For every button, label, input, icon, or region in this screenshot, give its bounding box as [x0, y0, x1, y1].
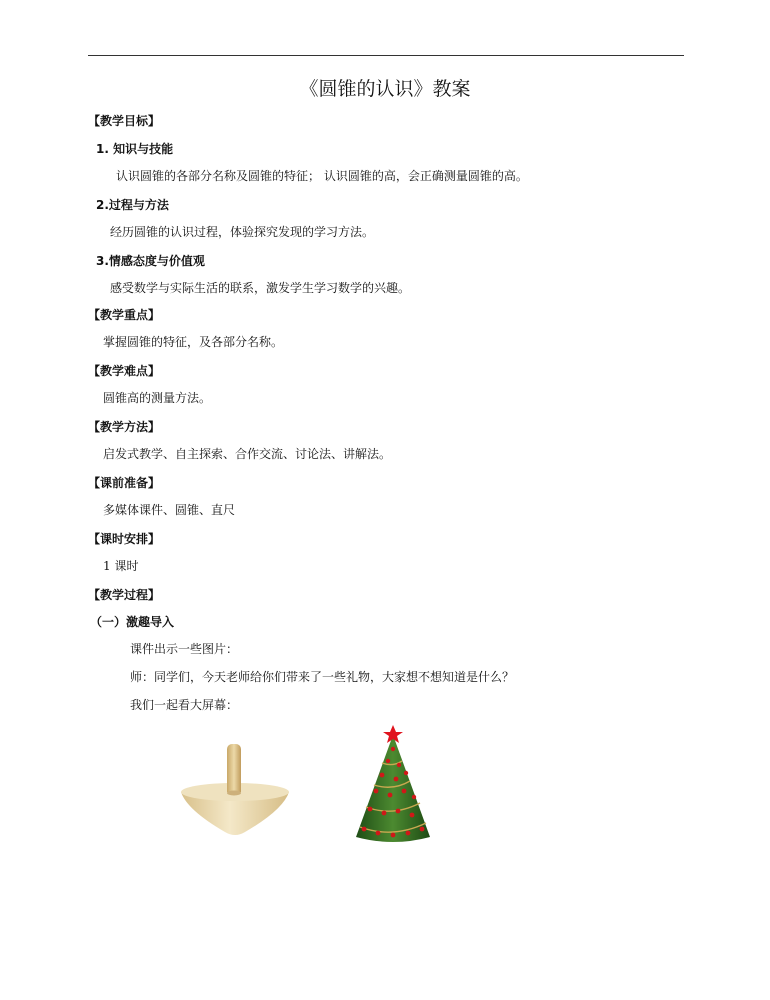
goal-1-text: 认识圆锥的各部分名称及圆锥的特征； 认识圆锥的高，会正确测量圆锥的高。 [116, 169, 528, 183]
goal-3-title: 3.情感态度与价值观 [96, 254, 205, 268]
step-1-title: （一）激趣导入 [90, 615, 175, 629]
goal-2-text: 经历圆锥的认识过程，体验探究发现的学习方法。 [110, 225, 375, 239]
section-method: 【教学方法】 [88, 420, 161, 434]
time-text: 1 课时 [103, 559, 139, 573]
section-process: 【教学过程】 [88, 588, 161, 602]
section-goal: 【教学目标】 [88, 114, 161, 128]
page-title: 《圆锥的认识》教案 [299, 78, 471, 100]
prep-text: 多媒体课件、圆锥、直尺 [103, 503, 236, 517]
process-line-2: 师：同学们，今天老师给你们带来了一些礼物，大家想不想知道是什么？ [130, 670, 515, 684]
goal-2-title: 2.过程与方法 [96, 198, 169, 212]
section-prep: 【课前准备】 [88, 476, 161, 490]
section-time: 【课时安排】 [88, 532, 161, 546]
process-line-3: 我们一起看大屏幕： [130, 698, 239, 712]
key-text: 掌握圆锥的特征，及各部分名称。 [103, 335, 284, 349]
spinning-top-icon [175, 740, 295, 845]
goal-1-title: 1. 知识与技能 [96, 142, 174, 156]
christmas-tree-icon [352, 725, 434, 847]
difficult-text: 圆锥高的测量方法。 [103, 391, 212, 405]
process-line-1: 课件出示一些图片： [130, 642, 239, 656]
header-rule [88, 55, 684, 56]
section-key: 【教学重点】 [88, 308, 161, 322]
goal-3-text: 感受数学与实际生活的联系，激发学生学习数学的兴趣。 [110, 281, 411, 295]
section-difficult: 【教学难点】 [88, 364, 161, 378]
method-text: 启发式教学、自主探索、合作交流、讨论法、讲解法。 [103, 447, 392, 461]
